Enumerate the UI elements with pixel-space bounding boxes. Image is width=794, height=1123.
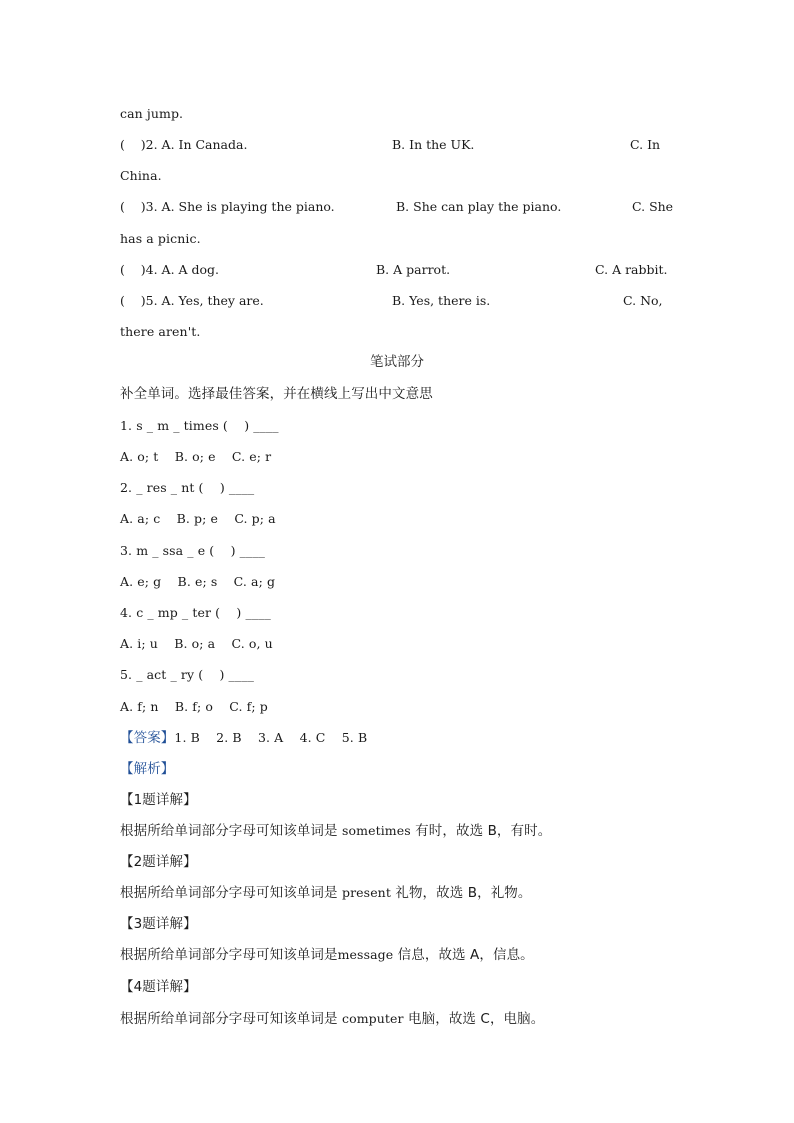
question-2-option-c: C. In <box>630 137 661 152</box>
detail-4-label: 【4题详解】 <box>120 979 197 995</box>
question-3-option-a: ( )3. A. She is playing the piano. <box>120 199 335 214</box>
question-2-wrap: China. <box>120 168 162 183</box>
detail-2-pre: 根据所给单词部分字母可知该单词是 <box>120 885 342 901</box>
question-3-wrap: has a picnic. <box>120 231 201 246</box>
detail-4-text <box>120 1011 544 1027</box>
detail-4-pre: 根据所给单词部分字母可知该单词是 <box>120 1011 342 1027</box>
answer-values: 1. B 2. B 3. A 4. C 5. B <box>174 730 368 745</box>
analysis-label: 【解析】 <box>120 761 175 777</box>
detail-1-text <box>120 823 551 839</box>
word-question-2-options: A. a; c B. p; e C. p; a <box>120 511 276 526</box>
question-4-option-a: ( )4. A. A dog. <box>120 262 220 277</box>
answer-line <box>120 730 367 746</box>
detail-3-text <box>120 947 534 963</box>
word-question-3: 3. m _ ssa _ e ( ) ____ <box>120 543 266 558</box>
detail-1-heading <box>120 792 197 808</box>
detail-3-word: message <box>337 947 394 962</box>
detail-4-heading <box>120 979 197 995</box>
question-3 <box>120 199 680 215</box>
question-4-option-c: C. A rabbit. <box>595 262 668 277</box>
detail-1-label: 【1题详解】 <box>120 792 197 808</box>
detail-3-pre: 根据所给单词部分字母可知该单词是 <box>120 947 338 963</box>
word-question-5: 5. _ act _ ry ( ) ____ <box>120 667 254 682</box>
question-5-option-a: ( )5. A. Yes, they are. <box>120 293 264 308</box>
question-5-option-c: C. No, <box>623 293 663 308</box>
word-question-3-options: A. e; g B. e; s C. a; g <box>120 574 276 589</box>
answer-label: 【答案】 <box>120 730 175 746</box>
question-3-option-b: B. She can play the piano. <box>396 199 562 214</box>
word-question-1-options: A. o; t B. o; e C. e; r <box>120 449 272 464</box>
question-2 <box>120 137 680 153</box>
detail-2-word: present <box>342 885 391 900</box>
detail-2-text <box>120 885 532 901</box>
detail-3-heading <box>120 916 197 932</box>
detail-3-post: 信息，故选 A，信息。 <box>393 947 534 963</box>
section-title: 笔试部分 <box>370 354 424 370</box>
question-2-option-b: B. In the UK. <box>392 137 475 152</box>
section-instruction: 补全单词。选择最佳答案，并在横线上写出中文意思 <box>120 386 433 402</box>
detail-2-heading <box>120 854 197 870</box>
detail-1-pre: 根据所给单词部分字母可知该单词是 <box>120 823 342 839</box>
detail-4-word: computer <box>342 1011 404 1026</box>
question-4 <box>120 262 680 278</box>
question-3-option-c: C. She <box>632 199 674 214</box>
word-question-5-options: A. f; n B. f; o C. f; p <box>120 699 268 714</box>
detail-4-post: 电脑，故选 C，电脑。 <box>403 1011 545 1027</box>
question-5-option-b: B. Yes, there is. <box>392 293 491 308</box>
word-question-4-options: A. i; u B. o; a C. o, u <box>120 636 273 651</box>
word-question-4: 4. c _ mp _ ter ( ) ____ <box>120 605 271 620</box>
detail-1-word: sometimes <box>342 823 411 838</box>
detail-3-label: 【3题详解】 <box>120 916 197 932</box>
word-question-2: 2. _ res _ nt ( ) ____ <box>120 480 255 495</box>
question-5 <box>120 293 680 309</box>
word-question-1: 1. s _ m _ times ( ) ____ <box>120 418 279 433</box>
question-1-continuation: can jump. <box>120 106 184 121</box>
question-4-option-b: B. A parrot. <box>376 262 451 277</box>
question-2-option-a: ( )2. A. In Canada. <box>120 137 248 152</box>
detail-2-post: 礼物，故选 B，礼物。 <box>390 885 532 901</box>
question-5-wrap: there aren't. <box>120 324 201 339</box>
analysis-line <box>120 761 174 777</box>
detail-2-label: 【2题详解】 <box>120 854 197 870</box>
detail-1-post: 有时，故选 B，有时。 <box>410 823 552 839</box>
